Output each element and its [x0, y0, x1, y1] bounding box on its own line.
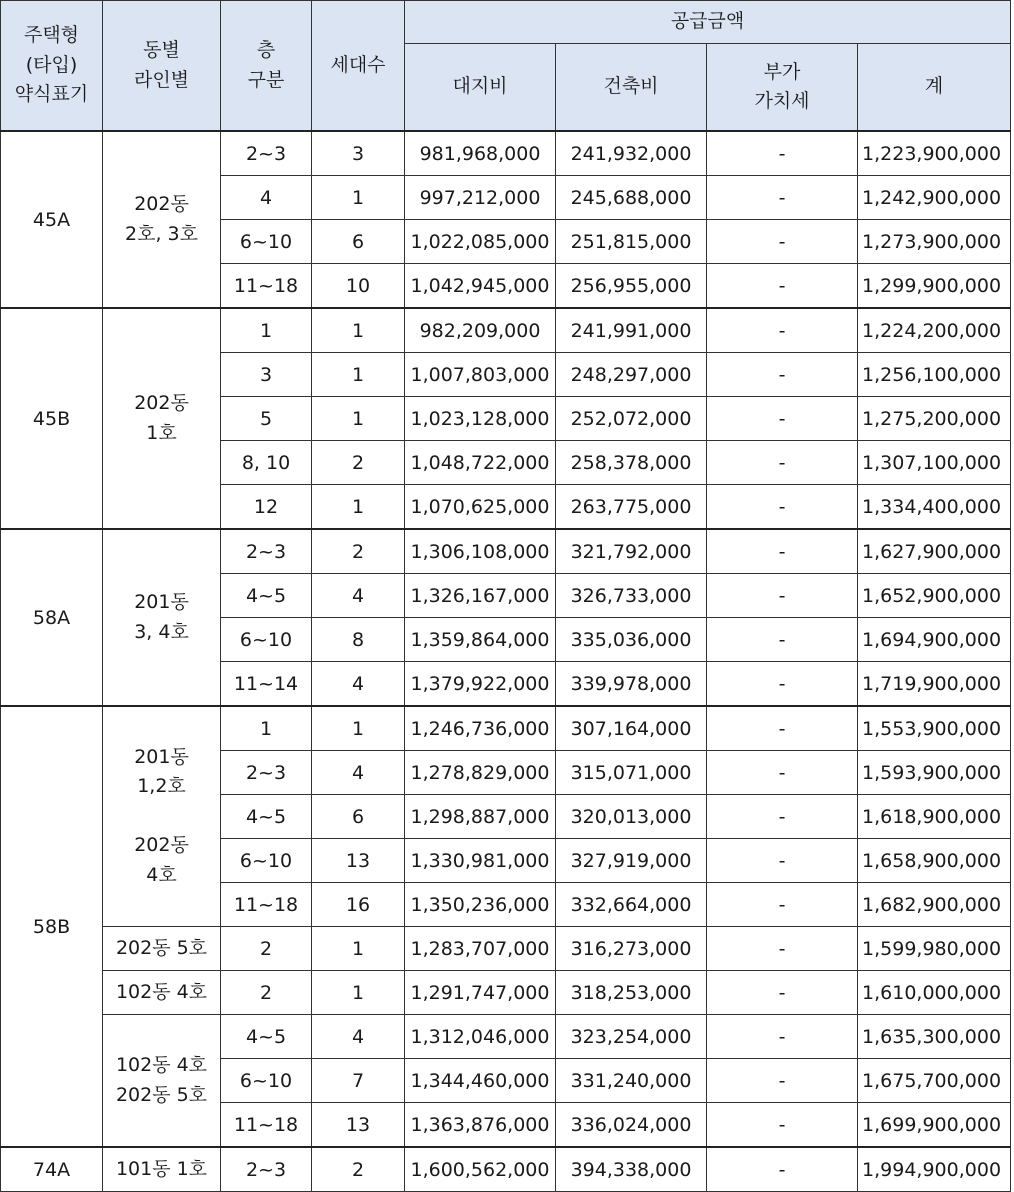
vat-cell: - [707, 1059, 858, 1103]
vat-cell: - [707, 706, 858, 751]
units-cell: 1 [312, 485, 405, 530]
floor-cell: 11~18 [221, 883, 312, 927]
table-row [1, 529, 1011, 574]
housing-type-cell: 58B [1, 706, 103, 1147]
units-cell: 6 [312, 795, 405, 839]
building-cost-cell: 248,297,000 [556, 353, 707, 397]
table-header [1, 1, 1011, 132]
total-cell: 1,307,100,000 [858, 441, 1011, 485]
building-cost-cell: 251,815,000 [556, 220, 707, 264]
units-cell: 1 [312, 308, 405, 353]
floor-cell: 4~5 [221, 1015, 312, 1059]
building-cost-cell: 394,338,000 [556, 1147, 707, 1192]
dong-line-text: 201동 [134, 591, 189, 614]
units-cell: 1 [312, 176, 405, 220]
vat-cell: - [707, 220, 858, 264]
building-cost-cell: 326,733,000 [556, 574, 707, 618]
dong-line-cell [103, 1147, 221, 1192]
dong-line-text: 101동 1호 [115, 1157, 208, 1180]
floor-cell: 6~10 [221, 839, 312, 883]
table-body [1, 131, 1011, 1192]
building-cost-cell: 263,775,000 [556, 485, 707, 530]
total-cell: 1,223,900,000 [858, 131, 1011, 176]
building-cost-cell: 258,378,000 [556, 441, 707, 485]
units-cell: 1 [312, 397, 405, 441]
vat-cell: - [707, 971, 858, 1015]
total-cell: 1,694,900,000 [858, 618, 1011, 662]
floor-cell: 2~3 [221, 751, 312, 795]
vat-cell: - [707, 927, 858, 971]
header-supply-amount: 공급금액 [405, 1, 1011, 44]
dong-line-text: 2호, 3호 [125, 222, 198, 245]
dong-line-text: 202동 [134, 392, 189, 415]
units-cell: 13 [312, 839, 405, 883]
total-cell: 1,273,900,000 [858, 220, 1011, 264]
total-cell: 1,553,900,000 [858, 706, 1011, 751]
land-cost-cell: 982,209,000 [405, 308, 556, 353]
dong-line-text: 102동 4호 [115, 980, 208, 1003]
table-row [1, 1147, 1011, 1192]
units-cell: 6 [312, 220, 405, 264]
land-cost-cell: 1,344,460,000 [405, 1059, 556, 1103]
floor-cell: 1 [221, 308, 312, 353]
building-cost-cell: 321,792,000 [556, 529, 707, 574]
units-cell: 8 [312, 618, 405, 662]
table-row [1, 971, 1011, 1015]
building-cost-cell: 315,071,000 [556, 751, 707, 795]
vat-cell: - [707, 883, 858, 927]
land-cost-cell: 1,022,085,000 [405, 220, 556, 264]
units-cell: 13 [312, 1103, 405, 1148]
units-cell: 4 [312, 1015, 405, 1059]
floor-cell: 5 [221, 397, 312, 441]
units-cell: 7 [312, 1059, 405, 1103]
units-cell: 4 [312, 662, 405, 707]
total-cell: 1,256,100,000 [858, 353, 1011, 397]
floor-cell: 1 [221, 706, 312, 751]
vat-cell: - [707, 1103, 858, 1148]
dong-line-text: 202동 5호 [115, 1083, 208, 1106]
vat-cell: - [707, 839, 858, 883]
building-cost-cell: 241,932,000 [556, 131, 707, 176]
land-cost-cell: 1,278,829,000 [405, 751, 556, 795]
header-vat: 부가 가치세 [707, 44, 858, 132]
header-dong-line: 동별 라인별 [103, 1, 221, 132]
land-cost-cell: 1,306,108,000 [405, 529, 556, 574]
floor-cell: 3 [221, 353, 312, 397]
land-cost-cell: 1,007,803,000 [405, 353, 556, 397]
floor-cell: 12 [221, 485, 312, 530]
housing-type-cell: 45A [1, 131, 103, 308]
header-floor: 층 구분 [221, 1, 312, 132]
dong-line-cell [103, 529, 221, 706]
land-cost-cell: 1,283,707,000 [405, 927, 556, 971]
floor-cell: 6~10 [221, 220, 312, 264]
building-cost-cell: 327,919,000 [556, 839, 707, 883]
floor-cell: 11~14 [221, 662, 312, 707]
building-cost-cell: 331,240,000 [556, 1059, 707, 1103]
building-cost-cell: 332,664,000 [556, 883, 707, 927]
table-row [1, 927, 1011, 971]
floor-cell: 2~3 [221, 1147, 312, 1192]
dong-line-cell [103, 971, 221, 1015]
building-cost-cell: 335,036,000 [556, 618, 707, 662]
total-cell: 1,652,900,000 [858, 574, 1011, 618]
floor-cell: 4 [221, 176, 312, 220]
vat-cell: - [707, 441, 858, 485]
land-cost-cell: 1,330,981,000 [405, 839, 556, 883]
land-cost-cell: 1,363,876,000 [405, 1103, 556, 1148]
units-cell: 4 [312, 574, 405, 618]
vat-cell: - [707, 308, 858, 353]
total-cell: 1,299,900,000 [858, 264, 1011, 309]
floor-cell: 4~5 [221, 574, 312, 618]
land-cost-cell: 1,023,128,000 [405, 397, 556, 441]
dong-line-cell [103, 706, 221, 927]
building-cost-cell: 256,955,000 [556, 264, 707, 309]
total-cell: 1,719,900,000 [858, 662, 1011, 707]
dong-line-cell [103, 927, 221, 971]
land-cost-cell: 1,600,562,000 [405, 1147, 556, 1192]
floor-cell: 4~5 [221, 795, 312, 839]
units-cell: 2 [312, 1147, 405, 1192]
floor-cell: 2 [221, 927, 312, 971]
land-cost-cell: 1,326,167,000 [405, 574, 556, 618]
land-cost-cell: 1,246,736,000 [405, 706, 556, 751]
total-cell: 1,699,900,000 [858, 1103, 1011, 1148]
table-row [1, 131, 1011, 176]
total-cell: 1,658,900,000 [858, 839, 1011, 883]
building-cost-cell: 316,273,000 [556, 927, 707, 971]
land-cost-cell: 1,379,922,000 [405, 662, 556, 707]
land-cost-cell: 1,359,864,000 [405, 618, 556, 662]
floor-cell: 2~3 [221, 529, 312, 574]
building-cost-cell: 241,991,000 [556, 308, 707, 353]
vat-cell: - [707, 795, 858, 839]
header-land-cost: 대지비 [405, 44, 556, 132]
dong-line-text [103, 802, 220, 831]
total-cell: 1,635,300,000 [858, 1015, 1011, 1059]
housing-type-cell: 45B [1, 308, 103, 529]
table-row [1, 1015, 1011, 1059]
housing-type-cell: 58A [1, 529, 103, 706]
vat-cell: - [707, 1015, 858, 1059]
building-cost-cell: 336,024,000 [556, 1103, 707, 1148]
land-cost-cell: 1,291,747,000 [405, 971, 556, 1015]
dong-line-text: 202동 5호 [115, 936, 208, 959]
building-cost-cell: 245,688,000 [556, 176, 707, 220]
vat-cell: - [707, 618, 858, 662]
dong-line-text: 4호 [146, 863, 177, 886]
floor-cell: 6~10 [221, 618, 312, 662]
vat-cell: - [707, 353, 858, 397]
units-cell: 2 [312, 441, 405, 485]
dong-line-text: 1,2호 [137, 775, 186, 798]
units-cell: 4 [312, 751, 405, 795]
dong-line-text: 201동 [134, 745, 189, 768]
dong-line-cell [103, 308, 221, 529]
total-cell: 1,599,980,000 [858, 927, 1011, 971]
units-cell: 16 [312, 883, 405, 927]
land-cost-cell: 1,048,722,000 [405, 441, 556, 485]
table-row [1, 308, 1011, 353]
vat-cell: - [707, 176, 858, 220]
total-cell: 1,224,200,000 [858, 308, 1011, 353]
total-cell: 1,994,900,000 [858, 1147, 1011, 1192]
total-cell: 1,593,900,000 [858, 751, 1011, 795]
vat-cell: - [707, 485, 858, 530]
building-cost-cell: 318,253,000 [556, 971, 707, 1015]
housing-type-cell: 74A [1, 1147, 103, 1192]
dong-line-cell [103, 131, 221, 308]
header-building-cost: 건축비 [556, 44, 707, 132]
vat-cell: - [707, 529, 858, 574]
vat-cell: - [707, 662, 858, 707]
vat-cell: - [707, 574, 858, 618]
land-cost-cell: 981,968,000 [405, 131, 556, 176]
total-cell: 1,675,700,000 [858, 1059, 1011, 1103]
land-cost-cell: 1,298,887,000 [405, 795, 556, 839]
floor-cell: 8, 10 [221, 441, 312, 485]
floor-cell: 2 [221, 971, 312, 1015]
dong-line-text: 202동 [134, 834, 189, 857]
units-cell: 1 [312, 353, 405, 397]
vat-cell: - [707, 131, 858, 176]
building-cost-cell: 339,978,000 [556, 662, 707, 707]
units-cell: 3 [312, 131, 405, 176]
land-cost-cell: 1,042,945,000 [405, 264, 556, 309]
dong-line-text: 1호 [146, 421, 177, 444]
units-cell: 2 [312, 529, 405, 574]
floor-cell: 2~3 [221, 131, 312, 176]
land-cost-cell: 1,350,236,000 [405, 883, 556, 927]
building-cost-cell: 320,013,000 [556, 795, 707, 839]
total-cell: 1,618,900,000 [858, 795, 1011, 839]
header-total: 계 [858, 44, 1011, 132]
units-cell: 1 [312, 971, 405, 1015]
dong-line-text: 202동 [134, 193, 189, 216]
building-cost-cell: 323,254,000 [556, 1015, 707, 1059]
building-cost-cell: 252,072,000 [556, 397, 707, 441]
total-cell: 1,334,400,000 [858, 485, 1011, 530]
floor-cell: 11~18 [221, 1103, 312, 1148]
header-housing-type: 주택형 (타입) 약식표기 [1, 1, 103, 132]
land-cost-cell: 997,212,000 [405, 176, 556, 220]
total-cell: 1,610,000,000 [858, 971, 1011, 1015]
land-cost-cell: 1,312,046,000 [405, 1015, 556, 1059]
units-cell: 1 [312, 706, 405, 751]
floor-cell: 11~18 [221, 264, 312, 309]
building-cost-cell: 307,164,000 [556, 706, 707, 751]
total-cell: 1,242,900,000 [858, 176, 1011, 220]
total-cell: 1,275,200,000 [858, 397, 1011, 441]
header-units: 세대수 [312, 1, 405, 132]
land-cost-cell: 1,070,625,000 [405, 485, 556, 530]
units-cell: 10 [312, 264, 405, 309]
floor-cell: 6~10 [221, 1059, 312, 1103]
total-cell: 1,682,900,000 [858, 883, 1011, 927]
table-row [1, 706, 1011, 751]
dong-line-text: 102동 4호 [115, 1054, 208, 1077]
total-cell: 1,627,900,000 [858, 529, 1011, 574]
dong-line-text: 3, 4호 [134, 620, 189, 643]
vat-cell: - [707, 751, 858, 795]
vat-cell: - [707, 1147, 858, 1192]
dong-line-cell [103, 1015, 221, 1148]
vat-cell: - [707, 264, 858, 309]
units-cell: 1 [312, 927, 405, 971]
vat-cell: - [707, 397, 858, 441]
